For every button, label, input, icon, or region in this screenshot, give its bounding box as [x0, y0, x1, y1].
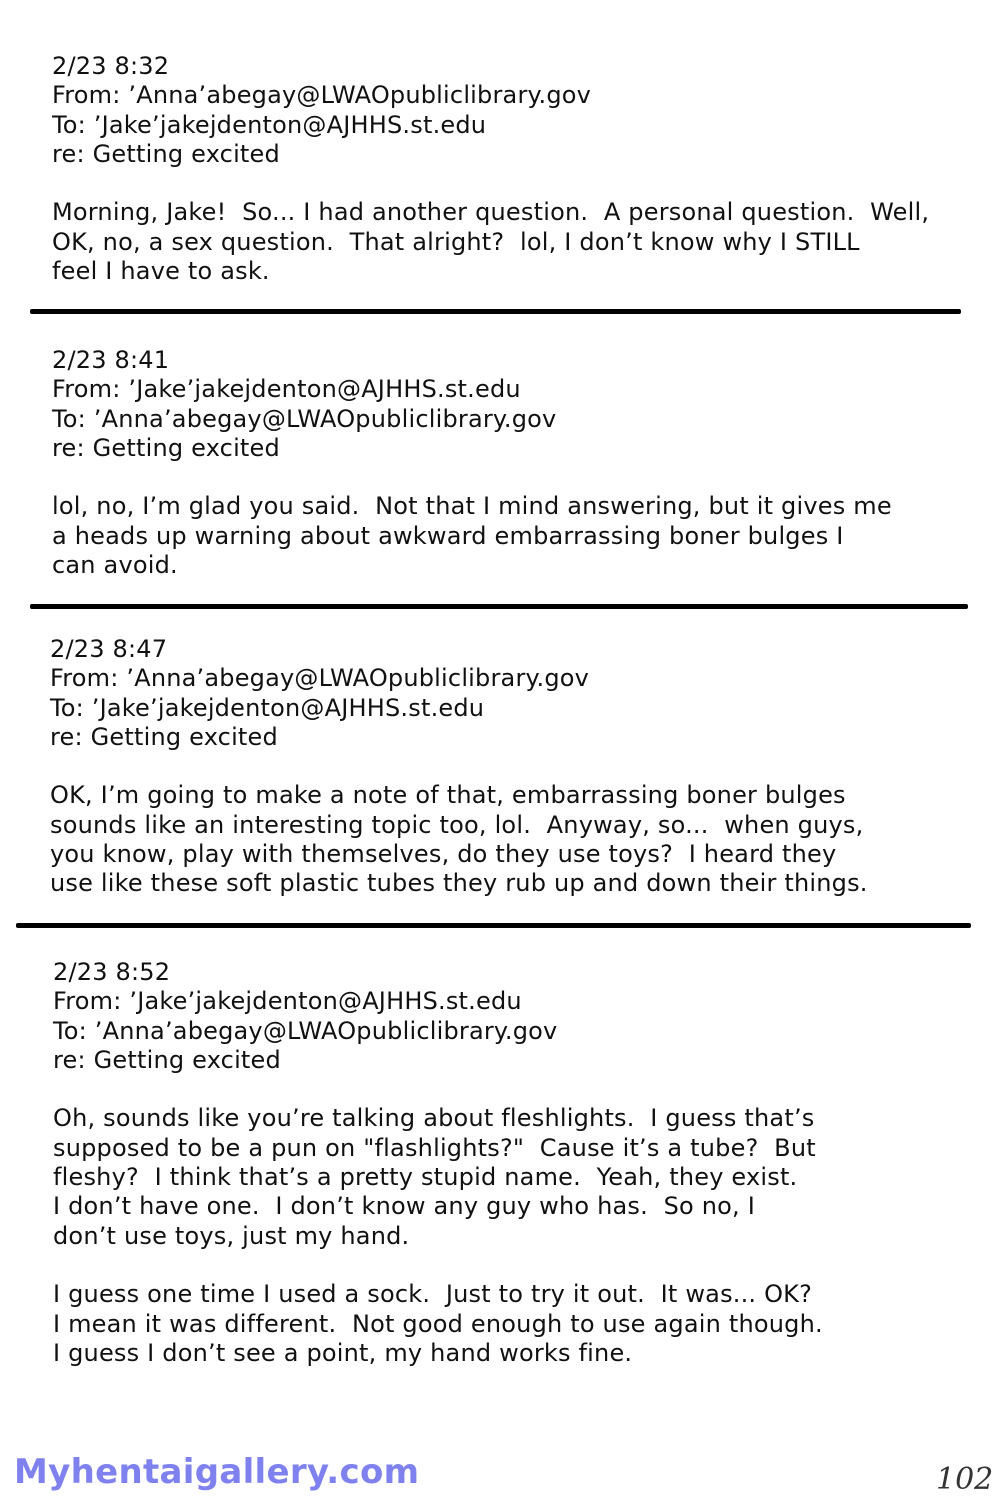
message-divider: [30, 604, 968, 609]
message-from: From: ’Anna’abegay@LWAOpubliclibrary.gov: [52, 81, 592, 110]
message-body-line: I mean it was different. Not good enough to use again though.: [53, 1309, 823, 1338]
message-body-line: sounds like an interesting topic too, lol. Anyway, so... when guys,: [50, 810, 864, 839]
message-body-line: you know, play with themselves, do they use toys? I heard they: [50, 840, 837, 869]
message-2: [52, 346, 892, 580]
message-timestamp: 2/23 8:52: [53, 958, 171, 986]
message-body-line: lol, no, I’m glad you said. Not that I mind answering, but it gives me: [52, 492, 892, 521]
message-from: From: ’Jake’jakejdenton@AJHHS.st.edu: [53, 987, 522, 1016]
message-body-line: OK, no, a sex question. That alright? lol, I don’t know why I STILL: [52, 227, 860, 256]
message-to: To: ’Jake’jakejdenton@AJHHS.st.edu: [52, 110, 487, 139]
message-subject: re: Getting excited: [52, 433, 280, 462]
message-subject: re: Getting excited: [52, 139, 280, 168]
message-divider: [16, 923, 971, 928]
message-body-line: I guess one time I used a sock. Just to try it out. It was... OK?: [53, 1280, 813, 1309]
message-divider: [30, 309, 961, 314]
message-timestamp: 2/23 8:32: [52, 52, 170, 80]
message-1: [52, 52, 929, 286]
message-to: To: ’Anna’abegay@LWAOpubliclibrary.gov: [53, 1016, 558, 1045]
message-3: [50, 635, 868, 899]
message-body-line: a heads up warning about awkward embarrassing boner bulges I: [52, 521, 844, 550]
message-body-line: Oh, sounds like you’re talking about fleshlights. I guess that’s: [53, 1104, 815, 1133]
message-body-line: use like these soft plastic tubes they rub up and down their things.: [50, 869, 868, 898]
message-subject: re: Getting excited: [53, 1045, 281, 1074]
message-body-line: OK, I’m going to make a note of that, embarrassing boner bulges: [50, 781, 846, 810]
page-number: 102: [936, 1462, 994, 1497]
message-from: From: ’Anna’abegay@LWAOpubliclibrary.gov: [50, 664, 590, 693]
message-timestamp: 2/23 8:41: [52, 346, 170, 374]
message-body-line: I don’t have one. I don’t know any guy who has. So no, I: [53, 1192, 755, 1221]
message-body-line: fleshy? I think that’s a pretty stupid name. Yeah, they exist.: [53, 1163, 798, 1192]
message-body-line: I guess I don’t see a point, my hand works fine.: [53, 1338, 633, 1367]
message-subject: re: Getting excited: [50, 722, 278, 751]
message-body-line: feel I have to ask.: [52, 257, 270, 286]
message-body-line: supposed to be a pun on "flashlights?" Cause it’s a tube? But: [53, 1133, 816, 1162]
message-timestamp: 2/23 8:47: [50, 635, 168, 663]
message-body-line: don’t use toys, just my hand.: [53, 1221, 410, 1250]
message-4: [53, 958, 823, 1368]
message-from: From: ’Jake’jakejdenton@AJHHS.st.edu: [52, 375, 521, 404]
message-body-line: can avoid.: [52, 551, 178, 580]
message-to: To: ’Anna’abegay@LWAOpubliclibrary.gov: [52, 404, 557, 433]
message-to: To: ’Jake’jakejdenton@AJHHS.st.edu: [50, 693, 485, 722]
message-body-line: Morning, Jake! So... I had another question. A personal question. Well,: [52, 198, 930, 227]
watermark: Myhentaigallery.com: [14, 1452, 420, 1492]
